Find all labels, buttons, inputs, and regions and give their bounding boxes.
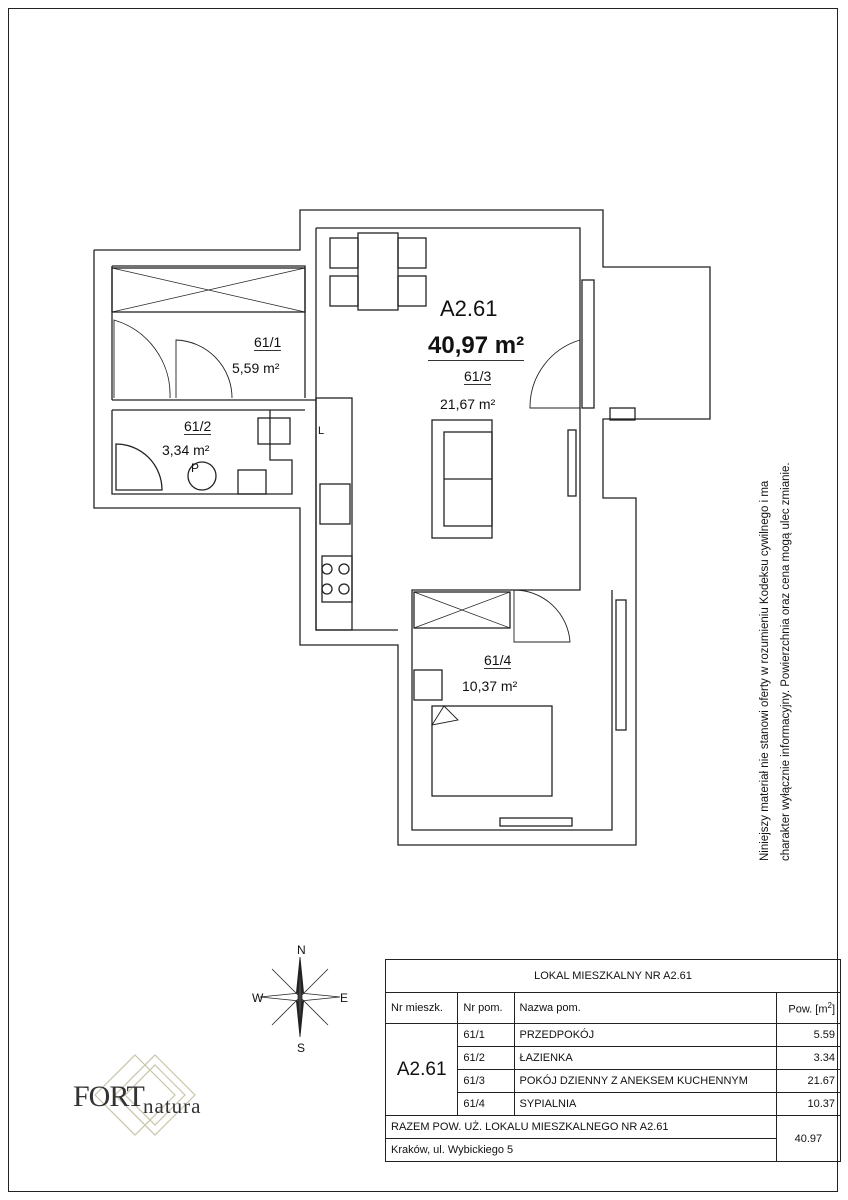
row-room-area: 21.67	[776, 1070, 840, 1093]
apartment-code: A2.61	[440, 296, 498, 321]
compass-rose	[250, 945, 350, 1060]
flat-no-cell: A2.61	[386, 1024, 458, 1116]
inner-wall	[316, 228, 398, 630]
outer-wall	[94, 210, 710, 845]
row-room-no: 61/3	[458, 1070, 514, 1093]
row-room-name: ŁAZIENKA	[514, 1047, 776, 1070]
compass-w: W	[252, 991, 264, 1005]
room-61-4-area: 10,37 m²	[462, 678, 518, 694]
header-room-no: Nr pom.	[458, 993, 514, 1024]
header-flat-no: Nr mieszk.	[386, 993, 458, 1024]
room-61-2-id: 61/2	[184, 418, 212, 434]
kitchen-mark: L	[318, 425, 325, 437]
apartment-total-area: 40,97 m²	[428, 332, 525, 359]
fortnatura-logo	[55, 1050, 255, 1145]
row-room-name: PRZEDPOKÓJ	[514, 1024, 776, 1047]
address: Kraków, ul. Wybickiego 5	[386, 1139, 777, 1162]
disclaimer-note: Niniejszy materiał nie stanowi oferty w rozumieniu Kodeksu cywilnego i ma charakter wyłącznie informacyjny. Powierzchnia oraz cena mogą ulec zmianie.	[759, 462, 792, 861]
row-room-area: 5.59	[776, 1024, 840, 1047]
row-room-name: POKÓJ DZIENNY Z ANEKSEM KUCHENNYM	[514, 1070, 776, 1093]
room-61-1-area: 5,59 m²	[232, 360, 280, 376]
total-value: 40.97	[776, 1116, 840, 1162]
row-room-no: 61/2	[458, 1047, 514, 1070]
room-61-3-id: 61/3	[464, 368, 492, 384]
room-61-4-id: 61/4	[484, 652, 512, 668]
row-room-name: SYPIALNIA	[514, 1093, 776, 1116]
row-room-area: 3.34	[776, 1047, 840, 1070]
compass-e: E	[340, 991, 349, 1005]
room-61-3-area: 21,67 m²	[440, 396, 496, 412]
room-61-2-area: 3,34 m²	[162, 442, 210, 458]
compass-s: S	[297, 1041, 306, 1055]
row-room-area: 10.37	[776, 1093, 840, 1116]
table-title: LOKAL MIESZKALNY NR A2.61	[386, 960, 841, 993]
row-room-no: 61/4	[458, 1093, 514, 1116]
room-61-1-id: 61/1	[254, 334, 282, 350]
compass-n: N	[297, 943, 306, 957]
logo-natura: natura	[143, 1094, 202, 1118]
header-room-name: Nazwa pom.	[514, 993, 776, 1024]
header-area: Pow. $[m^2]$	[776, 993, 840, 1024]
total-label: RAZEM POW. UŻ. LOKALU MIESZKALNEGO NR A2.61	[386, 1116, 777, 1139]
summary-table	[385, 959, 841, 1162]
logo-fort: FORT	[73, 1080, 144, 1113]
bath-mark: P	[191, 461, 200, 475]
row-room-no: 61/1	[458, 1024, 514, 1047]
